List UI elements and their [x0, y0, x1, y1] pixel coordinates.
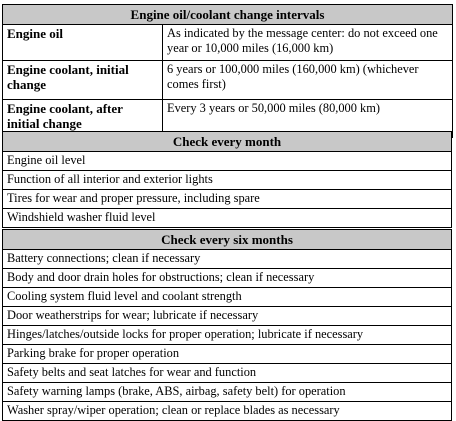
interval-value: As indicated by the message center: do not exceed one year or 10,000 miles (16,000 km) — [163, 25, 453, 61]
check-item: Parking brake for proper operation — [3, 345, 452, 364]
check-item: Safety belts and seat latches for wear and function — [3, 364, 452, 383]
interval-value: 6 years or 100,000 miles (160,000 km) (whichever comes first) — [163, 61, 453, 100]
interval-row-engine-oil — [3, 25, 453, 61]
monthly-table-title: Check every month — [3, 132, 452, 152]
check-item: Function of all interior and exterior lights — [3, 171, 452, 190]
check-item: Safety warning lamps (brake, ABS, airbag, safety belt) for operation — [3, 383, 452, 402]
intervals-table-title: Engine oil/coolant change intervals — [3, 5, 453, 25]
interval-label: Engine coolant, after initial change — [3, 100, 163, 138]
interval-value: Every 3 years or 50,000 miles (80,000 km) — [163, 100, 453, 138]
table-row — [3, 288, 452, 307]
monthly-checks-table — [2, 131, 452, 228]
six-month-checks-table — [2, 229, 452, 421]
check-item: Hinges/latches/outside locks for proper operation; lubricate if necessary — [3, 326, 452, 345]
check-item: Cooling system fluid level and coolant strength — [3, 288, 452, 307]
table-row — [3, 383, 452, 402]
check-item: Windshield washer fluid level — [3, 209, 452, 228]
check-item: Battery connections; clean if necessary — [3, 250, 452, 269]
check-item: Body and door drain holes for obstructions; clean if necessary — [3, 269, 452, 288]
oil-coolant-intervals-table — [2, 4, 453, 138]
six-month-table-title: Check every six months — [3, 230, 452, 250]
check-item: Tires for wear and proper pressure, including spare — [3, 190, 452, 209]
table-row — [3, 171, 452, 190]
check-item: Engine oil level — [3, 152, 452, 171]
table-row — [3, 190, 452, 209]
check-item: Washer spray/wiper operation; clean or replace blades as necessary — [3, 402, 452, 421]
check-item: Door weatherstrips for wear; lubricate if necessary — [3, 307, 452, 326]
table-row — [3, 152, 452, 171]
table-row — [3, 326, 452, 345]
table-row — [3, 364, 452, 383]
table-row — [3, 250, 452, 269]
table-row — [3, 345, 452, 364]
interval-label: Engine oil — [3, 25, 163, 61]
interval-row-coolant-initial — [3, 61, 453, 100]
table-row — [3, 307, 452, 326]
table-row — [3, 402, 452, 421]
interval-label: Engine coolant, initial change — [3, 61, 163, 100]
table-row — [3, 209, 452, 228]
table-row — [3, 269, 452, 288]
